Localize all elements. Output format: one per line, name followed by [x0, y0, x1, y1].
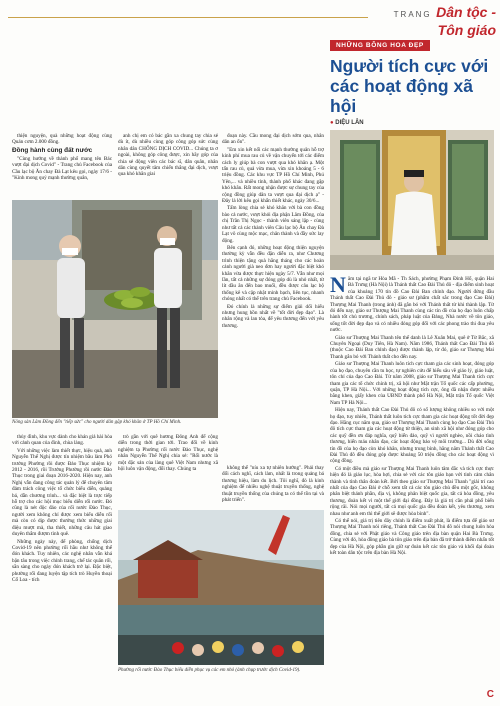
photo2-caption: Phường rối nước Đào Thục biểu diễn phục vụ các em nhỏ (ảnh chụp trước dịch Covid-19). — [118, 668, 301, 673]
photo-caption: Nông sản Lâm Đồng đến "tiếp sức" cho người dân gặp khó khăn ở TP Hồ Chí Minh. — [12, 420, 182, 425]
paragraph: Với những việc làm thiết thực, hiệu quả, anh Nguyễn Thế Nghị được tín nhiệm bầu làm Phó trưởng Phường rồi được Đảo Thục nhiệm kỳ 2012 - 2016, rồi Trưởng Phường rồi nước Đào Thục trong giai đoạn 2016-2020. Hiện nay, anh Nghị vẫn đang công tác quản lý để chuyên tâm đảm trách công việc tổ chức biểu diễn, quảng bá, dẫn chương trình... và đặc biệt là trực tiếp hỗ trợ cho các hội mục biểu diễn rối nước. Đó cũng là nét độc đáo của rối nước Đào Thục, người xem không chỉ được xem biểu diễn rối mà còn có dịp được thưởng thức những giai điệu mượt mà, tha thiết, những câu hát giao duyên thắm đượm tình quê. — [12, 447, 112, 538]
paragraph: Có một điều mà giáo sư Thượng Mai Thanh luôn tâm đắc và tích cực thực hiện đó là giáo lục, hòa hợi, chia sẻ với các tôn giáo bạn với tinh cảm chân thành và tình thân đoàn kết. Bởi theo giáo sư Thượng Mai Thanh "giải trí cao nhất của đạo Cao Đài ở chỗ xem tất cả các tôn giáo chủ đều một gốc, không phân biệt thánh phần, địa vị, không phân biệt quốc gia, tất cả hòa đồng, yêu thương, đoàn kết vì một thế giới đại đồng. Đây là giá trị cần phải phổ biến rộng rãi. Nói mọi người, tất cả mọi quốc gia đều đoàn kết, yêu thương, xem nhau như anh em thì thế giới sẽ được hòa bình". — [330, 465, 494, 517]
right-article-body — [330, 276, 494, 690]
paragraph: Giáo sư Thượng Mai Thanh tên thế danh là Lê Xuân Mai, quê ở Từ Bắc, xã Chuyên Ngoại (Duy Tiên, Hà Nam). Năm 1986, Thánh thất Cao Đài Thủ đô (thuộc Cao Đài Ban chỉnh đạo) được thành lập, từ đó, giáo sư Thượng Mai Thanh gắn bó với Thánh thất cho đến nay. — [330, 334, 494, 360]
photo-vegetables — [12, 200, 218, 418]
paragraph: "Cùng hướng về thành phố mang tên Bác vượt đại dịch Covid" - Trang chủ Facebook của Cầu lạc bộ Ăn chay Đà Lạt kêu gọi, ngày 17/6 - "Kính mong quý mạnh thường quân, — [12, 155, 112, 182]
paragraph: thiện nguyện, quà những hoạt động cùng Quán cơm 2.000 đồng. — [12, 133, 112, 146]
page-letter: C — [486, 689, 494, 700]
paragraph: ăm tại ngã tư Hòa Mã - Th Sách, phường Phạm Đình Hổ, quận Hai Bà Trưng (Hà Nội) là Thánh thất Cao Đài Thủ đô - địa điểm sinh hoạt của khoảng 170 tín đồ Cao Đài Ban chỉnh đạo. Người đứng đầu Thánh thất Cao Đài Thủ đô - giáo sư (phẩm chất sắc trong đạo Cao Đài) Thượng Mai Thanh (trong ảnh) đã gắn bó với Thánh thất từ khi thành lập. Từ đó đến nay, giáo sư Thượng Mai Thanh cùng các tín đồ của họ đạo luôn chấp hành tốt chủ trương, chính sách, pháp luật của Đảng, Nhà nước về tôn giáo, sống tốt đời đẹp đạo và có nhiều đóng góp đối với các phong trào thi đua yêu nước. — [330, 276, 494, 334]
paragraph: Bên cạnh đó, những hoạt động thiện nguyện thường kỳ vẫn đều đặn diễn ra, như Chương trình thiện tặng quà hằng tháng cho các hoàn cảnh người già neo đơn hay người đặc biệt khó khăn vừa được thực hiện ngày 5/7. Vẫn như mọi lần, tất cả những sự đóng góp dù là nhỏ nhất, từ lít dầu ăn đến bao muối, đều được câu lạc bộ thống kê và cập nhật minh bạch, liên tục, nhanh chóng nhất có thể trên trang chủ Facebook. — [222, 244, 324, 303]
feature-title: Người tích cực với các hoạt động xã hội — [330, 56, 489, 116]
dropcap: N — [330, 276, 346, 297]
author-dot-icon: ● — [330, 120, 334, 126]
left-bottom-col2 — [118, 434, 218, 504]
photo-cao-dai-leader — [330, 130, 494, 270]
paragraph: trò gần với quê hương Đông Anh để cộng diễn trong thời gian tới. Trao đổi về kinh nghiệm tạ Phường rối nước Đào Thục, nghệ nhân Nguyễn Thế Nghị chia sẻ: "Rối nước là một đặc sản của làng quê Việt Nam nhưng xã hội luôn vận động, đổi thay. Chúng ta — [118, 434, 218, 473]
author-name: DIỆU LÂN — [335, 120, 364, 126]
left-bottom-col1 — [12, 434, 112, 696]
section-title: Dân tộc - Tôn giáo — [436, 4, 496, 38]
paragraph: không thể "níu xa tự nhiên hướng". Phải thay đổi cách nghĩ, cách làm, nhất là trong quảng bá thương hiệu, làm du lịch. Tôi nghĩ, đó là kinh nghiệm để nhiều nghệ thuật truyền thống, nghệ thuật truyền thống của chúng ta có thể tồn tại và phát triển". — [222, 465, 324, 504]
feature-author — [330, 120, 494, 126]
paragraph: thủy đình, khu vực dành cho khán giả hài hòa với cảnh quan của đình, chùa làng. — [12, 434, 112, 447]
left-col3 — [222, 133, 324, 463]
paragraph: "Em xin kết nối các mạnh thường quân hỗ trợ kinh phí mua rau củ về vận chuyển tới các điểm cách ly giúp bà con vượt qua khó khăn ạ. Một tấn rau củ, quả vừa mua, vừa xin khoảng 5 - 6 triệu đồng. Các khu vực TP Hồ Chí Minh, Phú Yên,... và nhiều tỉnh, thành phố khác đang gặp khó khăn. Rất mong nhận được sự chung tay của cộng đồng giúp dân ta vượt qua đại dịch ạ" - Đây là lời kêu gọi khẩn thiết khác, ngày 30/6... — [222, 146, 324, 205]
paragraph: Tấm lòng chia sẻ khó khăn với bà con đồng bào cả nước, vượt khỏi địa phận Lâm Đồng, của chị Trần Thị Ngọc - thành viên sáng lập - cùng như tất cả các thành viên Câu lạc bộ Ăn chay Đà Lạt vô cùng mộc mạc, chân thành và đầy sức lay động. — [222, 205, 324, 244]
paragraph: Giáo sư Thượng Mai Thanh luôn tích cực tham gia các sinh hoạt, đóng góp của họ đạo, chuyên cần tu học, tự nghiên cứu để hiểu sâu về giáo lý, giáo luật, tôn chỉ của đạo Cao Đài. Từ năm 2008, giáo sư Thượng Mai Thanh tích cực tham gia các tổ chức chính trị, xã hội như Mặt trận Tổ quốc các cấp phường, quận, TP Hà Nội... Với những hoạt động tích cực, ông đã nhận được nhiều bằng khen, giấy khen của UBND thành phố Hà Nội, Mặt trận Tổ quốc Việt Nam TP Hà Nội... — [330, 361, 494, 406]
paragraph: Đó chính là những sự điểm giải dối hiểu nhưng hung hồn nhất về "tốt đời đẹp đạo". Là nhân rộng và lan tỏa, để yêu thương đến với yêu thương. — [222, 303, 324, 329]
feature-header — [330, 34, 494, 126]
paragraph: Có thể nói, giá trị tiên đây chính là điểm xuất phát, là điểm tựa để giáo sư Thượng Mai Thanh nói riêng, Thánh thất Cao Đài Thủ đô nói chung luôn hòa đồng, chia sẻ với Phật giáo và Công giáo trên địa bàn quận Hai Bà Trưng. Cùng với đó, hòa đồng giáo bà tôn giáo trên địa bàn đã trở thành điểm nhấn tốt đẹp của Hà Nội, góp phần gìn giữ sự đoàn kết các tôn giáo và khối đại đoàn kết toàn dân tộc trên địa bàn Hà Nội. — [330, 518, 494, 557]
left-bottom-col3 — [222, 465, 324, 510]
photo-water-puppet — [118, 510, 324, 665]
subhead: Đồng hành cùng đất nước — [12, 146, 93, 154]
paragraph: đoạn này. Cầu mong đại dịch sớm qua, nhân dân an ổn". — [222, 133, 324, 146]
header-rule — [8, 17, 368, 18]
paragraph: Những ngày này, để phòng, chống dịch Covid-19 nên phường rối hầu như không thể đón khách. Tuy nhiên, các nghệ nhân vẫn khá bận tâu trong việc chỉnh trang, chế tác quân rối, sẵn sàng cho ngày đón khách trở lại. Đặc biệt, phường rối đang luyện tập tích trò Huyền thoại Cổ Loa - tích — [12, 538, 112, 583]
section-prefix: TRANG — [393, 10, 432, 19]
feature-tag: NHỮNG BÔNG HOA ĐẸP — [330, 40, 430, 51]
paragraph: Hiện nay, Thánh thất Cao Đài Thủ đô có số lượng không nhiều so với một họ đạo, tuy nhiên, Thánh thất luôn tích cực tham gia các hoạt động tốt đời đẹp đạo. Hằng cục năm qua, giáo sư Thượng Mai Thanh cùng họ đạo Cao Đài Thủ đô tích cực tham gia các hoạt động từ thiện, an sinh xã hội như đóng góp cho các quỹ đền ơn đáp nghĩa, quỹ biển đảo, quỹ vì người nghèo, nồi cháo tình thương, hiến máu nhân đạo, các hoạt động bảo vệ môi trường... Dù đời sống tín đồ của họ đạo còn khó khăn, nhưng trung bình, hằng năm Thánh thất Cao Đài Thủ đô đều đóng góp được khoảng 50 triệu đồng cho các hoạt động vì cộng đồng. — [330, 407, 494, 465]
paragraph: anh chị em có bác gần xa chung tay chia sẻ dù ít, dù nhiều cùng góp công góp sức cùng nhân dân CHỐNG DỊCH COVID... Chúng ta ơ ngoài, không góp công được, xin hãy góp của chia sẻ động viên các bác sĩ, dân quân, nhân dân cùng quyết tâm chiến thắng đại dịch, vượt qua khó khăn giai — [118, 133, 218, 178]
